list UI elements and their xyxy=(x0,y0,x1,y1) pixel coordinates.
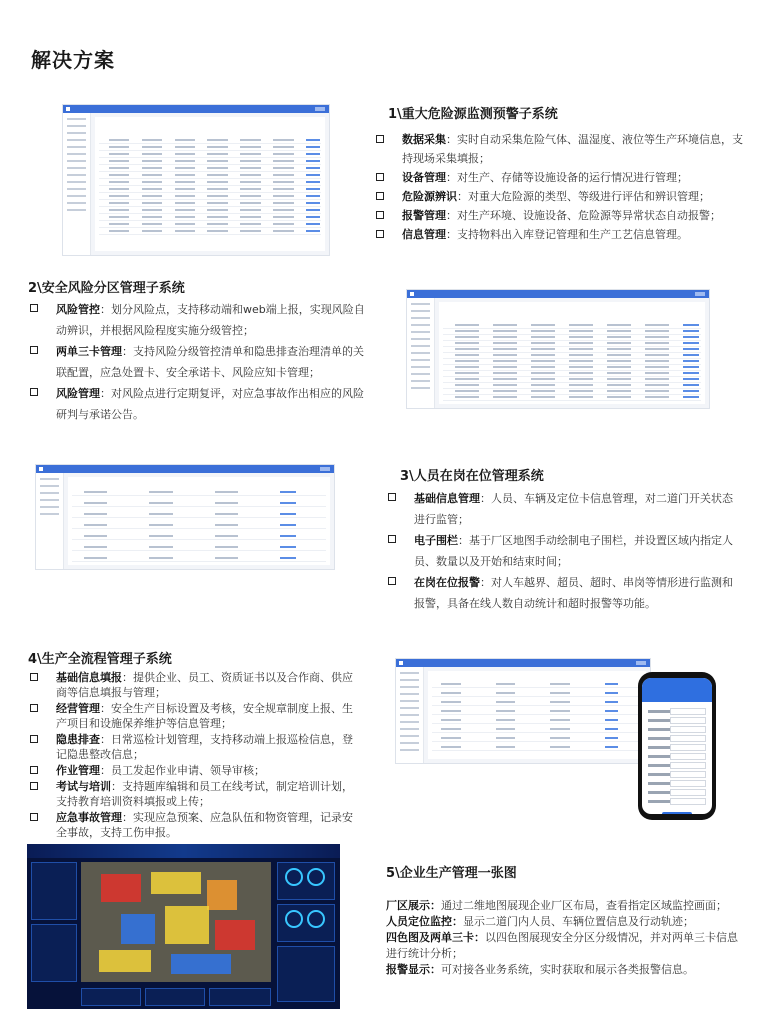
checkbox-square-icon xyxy=(376,211,384,219)
item-text: 对生产、存储等设施设备的运行情况进行管理； xyxy=(457,171,688,184)
checkbox-square-icon xyxy=(388,535,396,543)
item-label: 电子围栏 xyxy=(414,534,458,547)
item-separator: ： xyxy=(446,228,457,241)
list-item xyxy=(28,701,360,731)
checkbox-square-icon xyxy=(30,782,38,790)
dashboard-screenshot xyxy=(27,844,340,1009)
item-text: 提供企业、员工、资质证书以及合作商、供应商等信息填报与管理； xyxy=(56,671,353,699)
list-item xyxy=(374,130,752,168)
item-label: 危险源辨识 xyxy=(402,190,457,203)
list-item xyxy=(28,341,374,383)
section5-list xyxy=(386,898,748,978)
item-separator: ： xyxy=(100,387,111,400)
item-separator: ： xyxy=(122,345,133,358)
paragraph xyxy=(386,930,748,962)
item-label: 经营管理 xyxy=(56,702,100,715)
item-label: 风险管理 xyxy=(56,387,100,400)
list-item xyxy=(374,187,752,206)
item-text: 对重大危险源的类型、等级进行评估和辨识管理； xyxy=(468,190,710,203)
item-text: 实现应急预案、应急队伍和物资管理，记录安全事故，支持工伤申报。 xyxy=(56,811,353,839)
section1-screenshot xyxy=(62,104,330,256)
paragraph xyxy=(386,914,748,930)
section4-list xyxy=(28,670,360,841)
item-text: 以四色图展现安全分区分级情况，并对两单三卡信息进行统计分析； xyxy=(386,931,738,960)
list-item xyxy=(28,763,360,778)
item-label: 基础信息填报 xyxy=(56,671,122,684)
phone-mockup xyxy=(638,672,716,820)
item-label: 两单三卡管理 xyxy=(56,345,122,358)
item-separator: ： xyxy=(111,780,122,793)
item-separator: ： xyxy=(480,492,491,505)
item-text: 实时自动采集危险气体、温湿度、液位等生产环境信息，支持现场采集填报； xyxy=(402,133,743,165)
item-text: 对人车越界、超员、超时、串岗等情形进行监测和报警，具备在线人数自动统计和超时报警等功能。 xyxy=(414,576,733,610)
page-title: 解决方案 xyxy=(31,48,115,72)
item-text: 显示二道门内人员、车辆位置信息及行动轨迹； xyxy=(463,915,694,928)
item-label: 报警管理 xyxy=(402,209,446,222)
item-separator: ： xyxy=(474,931,485,944)
item-label: 应急事故管理 xyxy=(56,811,122,824)
item-label: 作业管理 xyxy=(56,764,100,777)
item-text: 支持题库编辑和员工在线考试，制定培训计划，支持教育培训资料填报或上传； xyxy=(56,780,353,808)
checkbox-square-icon xyxy=(30,735,38,743)
section3-title: 3\人员在岗在位管理系统 xyxy=(400,469,544,484)
item-label: 厂区展示 xyxy=(386,899,430,912)
item-separator: ： xyxy=(122,811,133,824)
paragraph xyxy=(386,898,748,914)
section3-screenshot xyxy=(35,464,335,570)
checkbox-square-icon xyxy=(376,192,384,200)
item-separator: ： xyxy=(457,190,468,203)
item-label: 隐患排查 xyxy=(56,733,100,746)
checkbox-square-icon xyxy=(30,673,38,681)
item-separator: ： xyxy=(452,915,463,928)
item-separator: ： xyxy=(100,733,111,746)
item-separator: ： xyxy=(430,899,441,912)
paragraph xyxy=(386,962,748,978)
item-separator: ： xyxy=(122,671,133,684)
item-text: 基于厂区地图手动绘制电子围栏，并设置区域内指定人员、数量以及开始和结束时间； xyxy=(414,534,733,568)
list-item xyxy=(386,488,742,530)
list-item xyxy=(28,383,374,425)
checkbox-square-icon xyxy=(388,577,396,585)
section1-list xyxy=(374,130,752,244)
item-separator: ： xyxy=(458,534,469,547)
list-item xyxy=(28,810,360,840)
checkbox-square-icon xyxy=(376,173,384,181)
item-separator: ： xyxy=(100,303,111,316)
item-label: 基础信息管理 xyxy=(414,492,480,505)
item-label: 人员定位监控 xyxy=(386,915,452,928)
item-text: 支持物料出入库登记管理和生产工艺信息管理。 xyxy=(457,228,688,241)
item-text: 安全生产目标设置及考核，安全规章制度上报、生产项目和设施保养维护等信息管理； xyxy=(56,702,353,730)
list-item xyxy=(374,206,752,225)
section2-list xyxy=(28,299,374,425)
list-item xyxy=(28,779,360,809)
item-label: 信息管理 xyxy=(402,228,446,241)
checkbox-square-icon xyxy=(30,346,38,354)
item-separator: ： xyxy=(100,702,111,715)
item-separator: ： xyxy=(430,963,441,976)
item-label: 在岗在位报警 xyxy=(414,576,480,589)
section4-screenshot xyxy=(395,658,651,764)
list-item xyxy=(386,572,742,614)
checkbox-square-icon xyxy=(376,135,384,143)
list-item xyxy=(374,168,752,187)
list-item xyxy=(28,299,374,341)
checkbox-square-icon xyxy=(30,766,38,774)
list-item xyxy=(28,670,360,700)
checkbox-square-icon xyxy=(30,388,38,396)
item-label: 风险管控 xyxy=(56,303,100,316)
list-item xyxy=(28,732,360,762)
plant-map xyxy=(81,862,271,982)
item-text: 日常巡检计划管理，支持移动端上报巡检信息，登记隐患整改信息； xyxy=(56,733,353,761)
checkbox-square-icon xyxy=(30,704,38,712)
item-label: 考试与培训 xyxy=(56,780,111,793)
checkbox-square-icon xyxy=(30,304,38,312)
section3-list xyxy=(386,488,742,614)
item-separator: ： xyxy=(446,209,457,222)
item-text: 通过二维地图展现企业厂区布局，查看指定区域监控画面； xyxy=(441,899,727,912)
list-item xyxy=(386,530,742,572)
section1-title: 1\重大危险源监测预警子系统 xyxy=(388,107,558,122)
item-text: 划分风险点，支持移动端和web端上报，实现风险自动辨识，并根据风险程度实施分级管控； xyxy=(56,303,365,337)
item-text: 人员、车辆及定位卡信息管理，对二道门开关状态进行监管； xyxy=(414,492,733,526)
checkbox-square-icon xyxy=(388,493,396,501)
item-separator: ： xyxy=(446,171,457,184)
item-label: 设备管理 xyxy=(402,171,446,184)
list-item xyxy=(374,225,752,244)
item-text: 支持风险分级管控清单和隐患排查治理清单的关联配置，应急处置卡、安全承诺卡、风险应知卡管理； xyxy=(56,345,364,379)
item-text: 员工发起作业申请、领导审核； xyxy=(111,764,265,777)
section5-title: 5\企业生产管理一张图 xyxy=(386,866,517,881)
item-text: 对生产环境、设施设备、危险源等异常状态自动报警； xyxy=(457,209,721,222)
item-label: 数据采集 xyxy=(402,133,446,146)
item-separator: ： xyxy=(480,576,491,589)
checkbox-square-icon xyxy=(30,813,38,821)
checkbox-square-icon xyxy=(376,230,384,238)
section4-title: 4\生产全流程管理子系统 xyxy=(28,652,172,667)
item-separator: ： xyxy=(100,764,111,777)
item-separator: ： xyxy=(446,133,457,146)
section2-screenshot xyxy=(406,289,710,409)
item-label: 报警显示 xyxy=(386,963,430,976)
section2-title: 2\安全风险分区管理子系统 xyxy=(28,281,185,296)
item-text: 对风险点进行定期复评，对应急事故作出相应的风险研判与承诺公告。 xyxy=(56,387,364,421)
item-text: 可对接各业务系统，实时获取和展示各类报警信息。 xyxy=(441,963,694,976)
item-label: 四色图及两单三卡 xyxy=(386,931,474,944)
